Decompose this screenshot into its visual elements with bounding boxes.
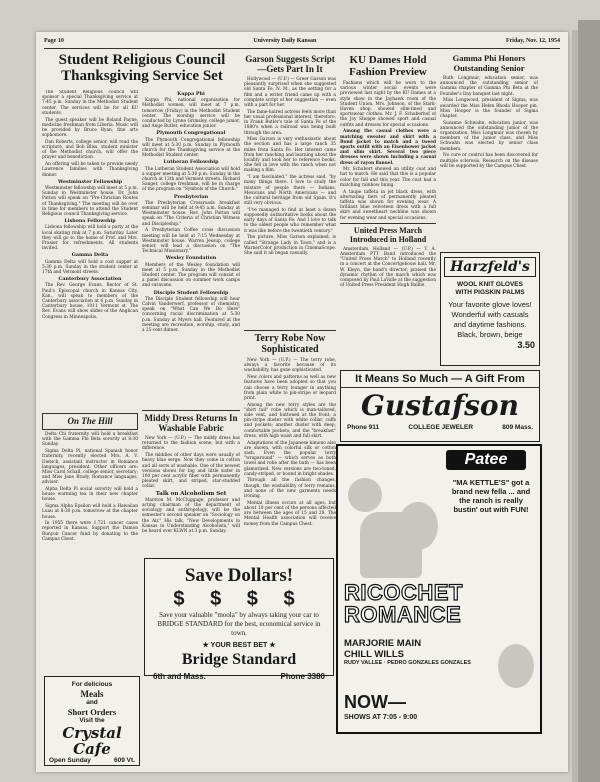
paragraph: Fashions which will be worn to the various winter social events were previewed last night by the KU Dames at a style show in the Jayhawk room of the Student Union. Mrs. Johnson, of the Stark-Haven shop, showed slim-lined and sportswear clothes. Mr. J. F. Schuberhof of the Joy Shoppe showed sport and casual outfits and dresses for special occasions. xyxy=(340,81,436,128)
harzfeld-body: Your favorite glove loves! Wonderful with casuals and daytime fashions. xyxy=(448,300,532,329)
divider xyxy=(340,223,436,224)
harzfeld-price: 3.50 xyxy=(517,340,535,350)
movie-title: RICOCHET ROMANCE xyxy=(344,580,463,627)
save-body: Save your valuable "moola" by always taking your car to BRIDGE STANDARD for the best, economical service in town. xyxy=(157,611,321,637)
crystal-cafe-name: Crystal Cafe xyxy=(62,724,122,758)
bridge-standard-name: Bridge Standard xyxy=(181,651,297,668)
show-times: SHOWS AT 7:05 - 9:00 xyxy=(344,714,418,721)
terry-robe-headline: Terry Robe Now Sophisticated xyxy=(254,333,326,355)
actor-portrait xyxy=(398,502,438,550)
paragraph: Mental illness occurs at all ages, but about 10 per cent of the persons affected are between the ages of 15 and 29. The Mental Health association will receive money from the Campus Chest. xyxy=(244,500,336,527)
paragraph: New colors and patterns as well as new features have been adopted so that you can choose a terry lounger in anything from plain white to pin-stripe or leopard print. xyxy=(244,375,336,401)
patee-logo: Patee xyxy=(446,450,526,470)
crystal-address: 609 Vt. xyxy=(114,757,135,764)
paragraph: The guest speaker will be Roland Payne, medicine freshman from Liberia. Music will be provided by Bruce Ryan, fine arts sophomore. xyxy=(42,117,138,139)
paragraph: Miss Longwood, president of Sigma, was awarded the Miss Helen Rhoda Hooper pin. Miss Hooper is the founder of Sigma chapter. xyxy=(440,98,538,119)
crystal-line: and xyxy=(86,699,98,706)
paragraph: Amsterdam, Holland — (U.P.) — T. A. Amsterdam PTT Band introduced the "United Press March" to Holland recently in a concert at the Concertgebouw hall. Mr. W. Kleyn, the band's director, praised the dynamic rhythm of the march which was composed by Paul LaValle at the suggestion of United Press President Hugh Baillie. xyxy=(340,246,436,289)
divider xyxy=(142,410,240,411)
patee-theatre-ad xyxy=(336,444,542,734)
paragraph: Marston M. McCluggage, professor and acting chairman of the department of sociology and anthropology, will be the semester's second speaker on "Sociology on the Air." His talk, "New Developments in Kansas in Understanding Alcoholism," will be heard over KLWN at 3 p.m. Sunday. xyxy=(142,497,240,534)
gustafson-phone: Phone 911 xyxy=(347,424,380,431)
paragraph: Kappa Phi, national organization for Methodist women, will meet at 7 p.m. tomorrow (Friday) in the Methodist Student center. The worship service will be conducted by Lynne Grimsley, college junior, and Ange Butler, education junior. xyxy=(142,98,240,130)
on-the-hill-title: On The Hill xyxy=(42,413,138,430)
march-headline: United Press March Introduced in Holland xyxy=(349,225,427,244)
paragraph: The Disciple Student fellowship will hear Calvin Vanderwerf, professor of chemistry, speak on "What Can We Do Here" concerning racial discrimination at 5:30 p.m. Sunday at Myers hall. Featured at the meeting are recreation, worship, study, and a 25-cent dinner. xyxy=(142,296,240,334)
page-number: Page 10 xyxy=(44,38,64,44)
paragraph: New York — (U.P.) — The terry robe, always a favorite because of its washability, has gone sophisticated. xyxy=(244,358,336,374)
ku-dames-article xyxy=(340,52,436,364)
binding-edge xyxy=(578,20,600,782)
paragraph: Sigma Delta Pi, national Spanish honor fraternity, recently elected Mrs. A. V. Dietsch, assistant instructor in Romance languages, president. Other officers are: Miss Carol Schall, college senior, secretary; and Miss Jane Brady, Romance languages, adviser. xyxy=(42,449,138,486)
gustafson-address: 809 Mass. xyxy=(502,424,533,431)
paragraph: Sigma Alpha Epsilon will hold a Hawaiian Luau at 8:30 p.m. tomorrow at the chapter house. xyxy=(42,504,138,520)
garson-article xyxy=(244,52,336,324)
religious-headline: Student Religious Council Thanksgiving Service Set xyxy=(58,52,226,84)
paragraph: Westminster fellowship will meet at 5 p.m. Sunday in Westminster house. Dr. John Patton will speak on "Pre-Christian Routes of Thanksgiving." The meeting will be over in time for members to attend the Student Religious council Thanksgiving service. xyxy=(42,185,138,217)
paragraph: Delta Chi fraternity will hold a breakfast with the Gamma Phi Beta sorority at 8:30 Sunday. xyxy=(42,432,138,448)
paragraph: The Rev. George Evans, Rector of St. Paul's Episcopal church in Kansas City, Kan., will speak to members of the Canterbury association at 6 p.m. Sunday in Canterbury house, 1011 Vermont st. The Rev. Evans will show slides of the Anglican Congress in Minneapolis. xyxy=(42,283,138,320)
subhead: Lisbona Fellowship xyxy=(64,218,116,225)
paragraph: Among the new terry styles are the "shirt tail" robe which is man-tailored, side vent, and buttoned at the front, a pin-stripe duster with white collar, cuffs and pockets; another duster with deep, comfortable pockets; and the "breakfast" dress, with high waist and full skirt. xyxy=(244,402,336,439)
paragraph: An offering will be taken to provide needy Lawrence families with Thanksgiving dinner. xyxy=(42,162,138,178)
terry-robe-article xyxy=(244,328,336,554)
paragraph: A Presbyterian Coffee cross discussion meeting will be held at 7:15 Wednesday at Westminster house. Warren Jessup, college senior, will lead a discussion on "The Technical Missionary." xyxy=(142,228,240,255)
crystal-line: For delicious xyxy=(71,681,113,688)
bridge-address: 6th and Mass. xyxy=(153,672,206,681)
crystal-line: Short Orders xyxy=(67,707,117,717)
divider xyxy=(244,330,336,331)
paragraph: "I've managed to find at least a dozen supposedly authoritative books about the early days of Santa Fe. And I love to talk to the oldest people who remember what it was like before the twentieth century." xyxy=(244,207,336,234)
subhead: Plymouth Congregational xyxy=(156,130,226,137)
actor-portrait xyxy=(348,478,382,512)
supporting-cast: RUDY VALLEE · PEDRO GONZALES GONZALES xyxy=(344,660,471,666)
issue-date: Friday, Nov. 12, 1954 xyxy=(505,38,560,44)
paragraph: New York — (U.P.) — The middy dress has returned to the fashion scene, but with a difference. xyxy=(142,436,240,452)
paragraph: The Student Religious council will sponsor a special Thanksgiving service at 7:45 p.m. Sunday in the Methodist Student center. The services will be for all KU students. xyxy=(42,90,138,116)
subhead: Canterbury Association xyxy=(58,276,122,283)
subhead: Kappa Phi xyxy=(177,91,205,97)
harzfeld-line: WOOL KNIT GLOVES xyxy=(457,281,523,288)
subhead: Presbyterian xyxy=(173,193,209,200)
harzfeld-logo: Harzfeld's xyxy=(444,257,536,277)
paragraph: Lisbona fellowship will hold a party at the local skating rink at 7 p.m. Saturday. Later they will go to the home of Prof. and Mrs. Frasier for refreshments. All students invited. xyxy=(42,225,138,252)
star-name: CHILL WILLS xyxy=(344,649,404,660)
best-bet: ★ YOUR BEST BET ★ xyxy=(202,642,276,649)
paragraph: Ruth Longmuir, education senior, was announced the outstanding senior of Gamma chapter of Gamma Phi Beta at the Founder's Day banquet last night. xyxy=(440,76,538,97)
bridge-phone: Phone 3380 xyxy=(280,672,325,681)
paragraph: The Plymouth Congregational fellowship will meet at 5:30 p.m. Sunday in Plymouth church for the Thanksgiving service at the Methodist Student center. xyxy=(142,137,240,159)
religious-column-1 xyxy=(42,90,138,408)
patee-tagline: "MA KETTLE'S" got a brand new fella ... and the ranch is really bustin' out with FUN! xyxy=(451,478,531,514)
paragraph: In 1955 there were 1,721 cancer cases reported in Kansas. Support the Damon Runyon Cancer fund by donating to the Campus Chest. xyxy=(42,521,138,542)
paragraph: Miss Garson is very enthusiastic about the section and has a large ranch 35 miles from Santa Fe. Her interest came from her ranching and learning about the locality and took her to reference books. She fell in love with the ranch when not making a film. xyxy=(244,137,336,174)
subhead: Westminster Fellowship xyxy=(57,178,123,185)
crystal-cafe-ad xyxy=(44,676,140,766)
on-the-hill xyxy=(42,410,138,672)
subhead: Lutheran Fellowship xyxy=(163,159,219,166)
harzfeld-line: WITH PIGSKIN PALMS xyxy=(455,289,525,296)
paragraph: Among the casual clothes were a matching sweater and skirt with a Bond jacket to match and a tweed sports outfit with an Eisenhower jacket and slim skirt. Several two piece dresses were shown including a casual dress of rayon flannel. xyxy=(340,129,436,166)
subhead: Wesley Foundation xyxy=(165,255,217,262)
crystal-line: Meals xyxy=(80,689,104,699)
gustafson-name: Gustafson xyxy=(361,389,519,422)
subhead: Disciple Student Fellowship xyxy=(153,289,229,296)
paragraph: Through all the fashion changes, though, the washability of terry remains, and none of the new garments needs ironing. xyxy=(244,478,336,500)
gamma-phi-headline: Gamma Phi Honors Outstanding Senior xyxy=(452,53,526,73)
paragraph: Members of the Wesley foundation will meet at 5 p.m. Sunday in the Methodist Student center. The program will consist of a panel discussion on summer work camps and caravans. xyxy=(142,262,240,289)
bridge-standard-ad xyxy=(144,558,334,681)
dollar-signs: $ $ $ $ xyxy=(173,588,305,610)
paragraph: The picture, Miss Garson explained, is called "Strange Lady in Town," and is a WarnerColor production in CinemaScope. She said it all began casually. xyxy=(244,235,336,256)
paragraph: A taupe taffeta in jet black dress, with alternating tiers of permanently pleated taffeta was shown for evening wear. A brilliant blue velveteen dress with a full skirt and sweetheart neckline was shown for evening wear and special occasions. xyxy=(340,189,436,221)
subhead: Gamma Delta xyxy=(71,252,109,259)
paragraph: Hollywood — (U.P.) — Greer Garson was pleasantly surprised when she suggested old Santa Fe, N. M., as the setting for a film and a writer friend came up with a complete script of her suggestion — even with a part for her. xyxy=(244,77,336,109)
gustafson-tagline: It Means So Much — A Gift From xyxy=(341,371,539,388)
harzfeld-ad xyxy=(440,252,540,366)
subhead: Talk on Alcoholism Set xyxy=(155,490,227,497)
paper-name: University Daily Kansan xyxy=(253,38,317,44)
paragraph: The middies of other days were usually of heavy blue serge. Now they come in cotton and all sorts of washable. One of the newest versions shows for big and little sister in 100 per cent acrylic fiber with permanently pleated skirt, and striped, star-studded collar. xyxy=(142,453,240,490)
garson-headline: Garson Suggests Script—Gets Part In It xyxy=(245,54,335,74)
now-showing: NOW— xyxy=(344,692,406,712)
ku-dames-headline: KU Dames Hold Fashion Preview xyxy=(349,54,427,78)
religious-column-2 xyxy=(142,90,240,406)
paragraph: "I am fascinated," the actress said, "by many things there. I love to study the mixture of people there — Indians, Mexicans and North Americans — and the cultural heritage from old Spain. It's still very obvious. xyxy=(244,175,336,207)
harzfeld-colors: Black, brown, beige xyxy=(457,330,523,339)
crystal-open: Open Sunday xyxy=(49,757,91,764)
gustafson-type: COLLEGE JEWELER xyxy=(408,424,474,431)
paragraph: Alpha Delta Pi social sorority will hold a house warming tea in their new chapter house. xyxy=(42,487,138,503)
paragraph: The fame-haired actress feels more than her usual professional interest, therefore, in Frank Butler's tale of Santa Fe of the 1880's when a railroad was being built through the area. xyxy=(244,109,336,136)
paragraph: The Presbyterian Crossroads breakfast seminar will be held at 9:45 a.m. Sunday at Westminster house. Rev. John Patton will speak on "The Criteria of Christian Witness and Discipleship." xyxy=(142,200,240,227)
religious-article xyxy=(42,52,242,87)
crystal-line: Visit the xyxy=(79,717,105,724)
gamma-phi-article xyxy=(440,52,538,248)
paragraph: The Lutheran Student Association will hold a supper meeting at 5:30 p.m. Sunday in the church at 13th and Vermont streets. Richard Sanger, college freshman, will be in charge of the program on "Symbols of the Church." xyxy=(142,166,240,193)
paragraph: Mr. Schubert showed an utility coat and hat to match. He said that this is a popular color for fall and this year. The coat had a matching rainbow lining. xyxy=(340,167,436,188)
newspaper-page xyxy=(36,32,568,772)
paragraph: Gamma Delta will hold a cost supper at 5:30 p.m. Sunday in the student center at 17th and Vermont streets. xyxy=(42,259,138,275)
save-title: Save Dollars! xyxy=(184,565,294,586)
paragraph: No cure or control has been discovered for multiple sclerosis. Research on the disease will be supported by the Campus Chest. xyxy=(440,153,538,169)
middy-headline: Middy Dress Returns In Washable Fabric xyxy=(144,413,238,433)
paragraph: Adaptations of the Japanese kimono also are shown, with colorful silk or cotton sash. Even the popular terry "wraparound" — which serves as both towel and robe after the bath — has been glamorized. New versions are two-toned, candy-striped, or bound in bright shades. xyxy=(244,440,336,477)
star-name: MARJORIE MAIN xyxy=(344,638,422,649)
paragraph: Dan Roberts, college senior, will read the scripture, and Bob Bliss, student minister of the Methodist church, will offer the prayer and benediction. xyxy=(42,139,138,161)
gustafson-ad xyxy=(340,370,540,442)
page-header xyxy=(44,38,560,49)
middy-article xyxy=(142,408,240,554)
paragraph: Suzanne Schwahn, education junior, was announced the outstanding junior of the organization. Miss Longmuir was chosen by members of the junior class, and Miss Schwahn was elected by senior class members. xyxy=(440,120,538,152)
